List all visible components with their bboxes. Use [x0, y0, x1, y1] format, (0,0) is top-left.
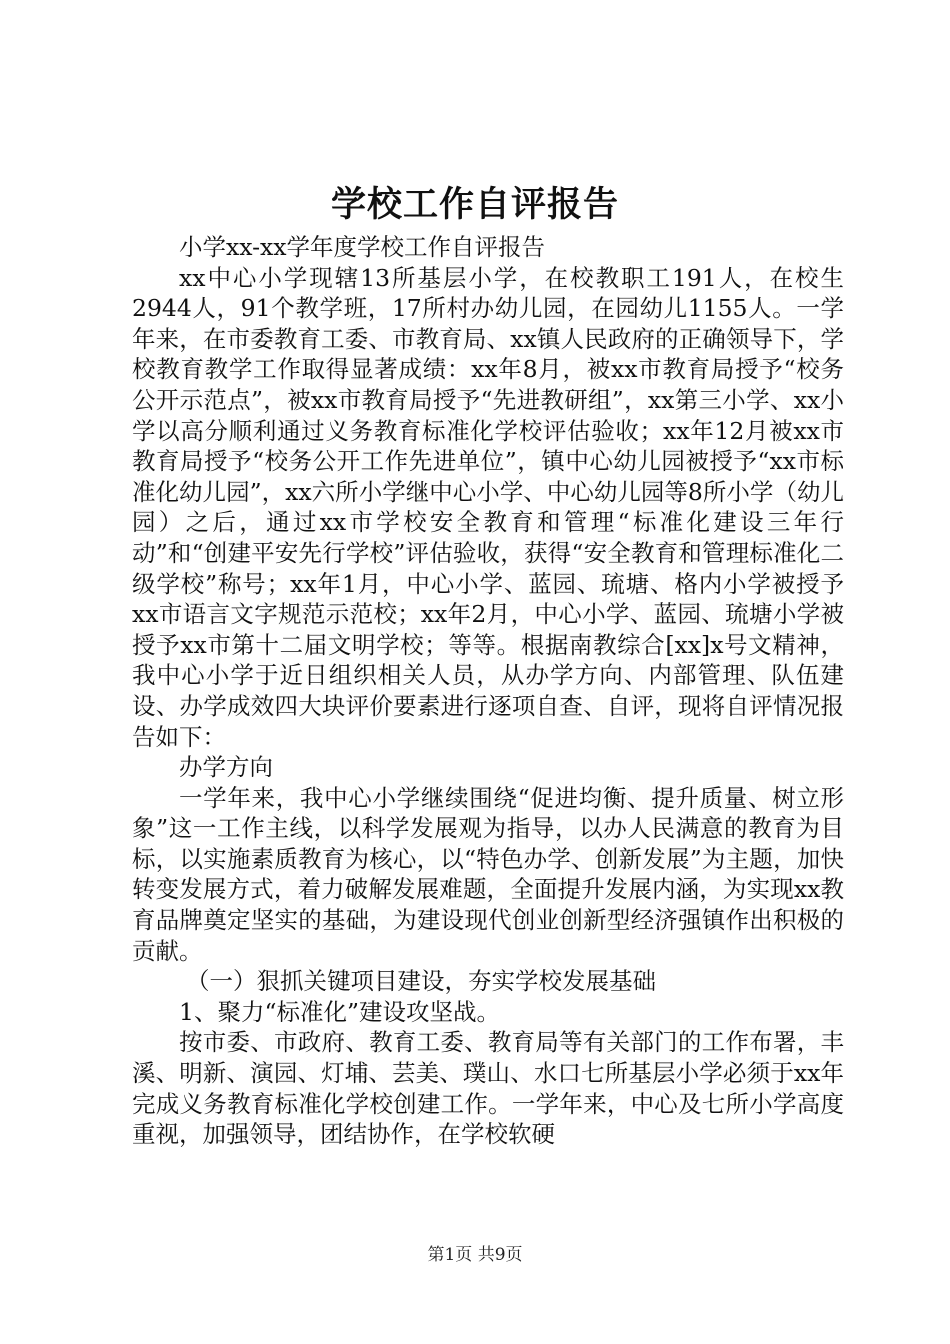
intro-paragraph: xx中心小学现辖13所基层小学，在校教职工191人，在校生2944人，91个教学班，17所村办幼儿园，在园幼儿1155人。一学年来，在市委教育工委、市教育局、xx镇人民政府的正确领导下，学校教育教学工作取得显著成绩：xx年8月，被xx市教育局授予“校务公开示范点”，被xx市教育局授予“先进教研组”，xx第三小学、xx小学以高分顺利通过义务教育标准化学校评估验收；xx年12月被xx市教育局授予“校务公开工作先进单位”，镇中心幼儿园被授予“xx市标准化幼儿园”，xx六所小学继中心小学、中心幼儿园等8所小学（幼儿园）之后，通过xx市学校安全教育和管理“标准化建设三年行动”和“创建平安先行学校”评估验收，获得“安全教育和管理标准化二级学校”称号；xx年1月，中心小学、蓝园、琉塘、格内小学被授予xx市语言文字规范示范校；xx年2月，中心小学、蓝园、琉塘小学被授予xx市第十二届文明学校；等等。根据南教综合[xx]x号文精神，我中心小学于近日组织相关人员，从办学方向、内部管理、队伍建设、办学成效四大块评价要素进行逐项自查、自评，现将自评情况报告如下：: [132, 263, 844, 751]
subtitle-paragraph: 小学xx-xx学年度学校工作自评报告: [179, 233, 546, 261]
document-title: 学校工作自评报告: [330, 184, 619, 225]
body-paragraph: 一学年来，我中心小学继续围绕“促进均衡、提升质量、树立形象”这一工作主线，以科学发展观为指导，以办人民满意的教育为目标，以实施素质教育为核心，以“特色办学、创新发展”为主题，加快转变发展方式，着力破解发展难题，全面提升发展内涵，为实现xx教育品牌奠定坚实的基础，为建设现代创业创新型经济强镇作出积极的贡献。: [132, 783, 844, 965]
page-footer: 第1页 共9页: [427, 1245, 523, 1265]
body-paragraph: 按市委、市政府、教育工委、教育局等有关部门的工作布署，丰溪、明新、演园、灯埔、芸美、璞山、水口七所基层小学必须于xx年完成义务教育标准化学校创建工作。一学年来，中心及七所小学高度重视，加强领导，团结协作，在学校软硬: [132, 1028, 844, 1149]
document-body: [132, 232, 844, 1150]
item-heading: 1、聚力“标准化”建设攻坚战。: [179, 997, 500, 1026]
subsection-heading: （一）狠抓关键项目建设，夯实学校发展基础: [186, 967, 657, 996]
section-heading: 办学方向: [179, 753, 273, 782]
